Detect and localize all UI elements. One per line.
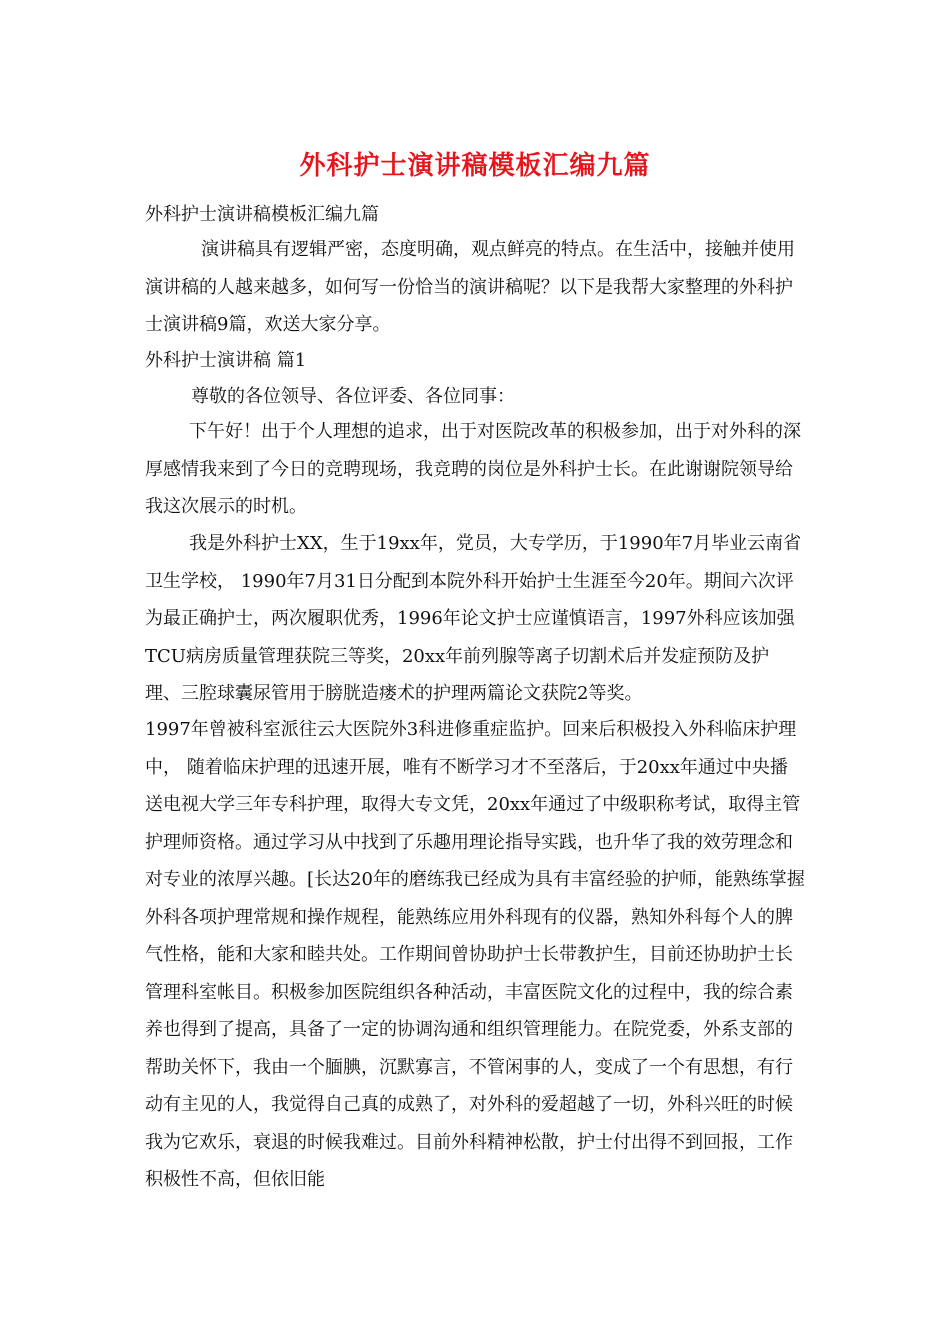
- document-title: 外科护士演讲稿模板汇编九篇: [299, 151, 651, 181]
- body-paragraph: 下午好！出于个人理想的追求，出于对医院改革的积极参加，出于对外科的深厚感情我来到了今日的竞聘现场，我竞聘的岗位是外科护士长。在此谢谢院领导给我这次展示的时机。: [145, 421, 801, 517]
- body-paragraph: 1997年曾被科室派往云大医院外3科进修重症监护。回来后积极投入外科临床护理中， 随着临床护理的迅速开展，唯有不断学习才不至落后，于20xx年通过中央播送电视大学三年专科护理，取得大专文凭，20xx年通过了中级职称考试，取得主管护理师资格。通过学习从中找到了乐趣用理论指导实践，也升华了我的效劳理念和对专业的浓厚兴趣。[长达20年的磨练我已经成为具有丰富经验的护师，能熟练掌握外科各项护理常规和操作规程，能熟练应用外科现有的仪器，熟知外科每个人的脾气性格，能和大家和睦共处。工作期间曾协助护士长带教护生，目前还协助护士长管理科室帐目。积极参加医院组织各种活动，丰富医院文化的过程中，我的综合素养也得到了提高，具备了一定的协调沟通和组织管理能力。在院党委，外系支部的帮助关怀下，我由一个腼腆，沉默寡言，不管闲事的人，变成了一个有思想，有行动有主见的人，我觉得自己真的成熟了，对外科的爱超越了一切，外科兴旺的时候我为它欢乐，衰退的时候我难过。目前外科精神松散，护士付出得不到回报，工作积极性不高，但依旧能: [145, 719, 805, 1190]
- document-subtitle: 外科护士演讲稿模板汇编九篇: [145, 204, 379, 225]
- salutation: 尊敬的各位领导、各位评委、各位同事：: [191, 386, 515, 407]
- section-heading: 外科护士演讲稿 篇1: [145, 350, 307, 371]
- intro-paragraph: 演讲稿具有逻辑严密，态度明确，观点鲜亮的特点。在生活中，接触并使用演讲稿的人越来越多，如何写一份恰当的演讲稿呢？以下是我帮大家整理的外科护士演讲稿9篇，欢送大家分享。: [145, 239, 795, 335]
- body-paragraph: 我是外科护士XX，生于19xx年，党员，大专学历，于1990年7月毕业云南省卫生学校， 1990年7月31日分配到本院外科开始护士生涯至今20年。期间六次评为最正确护士，两次履职优秀，1996年论文护士应谨慎语言，1997外科应该加强TCU病房质量管理获院三等奖，20xx年前列腺等离子切割术后并发症预防及护理、三腔球囊尿管用于膀胱造瘘术的护理两篇论文获院2等奖。: [145, 533, 802, 704]
